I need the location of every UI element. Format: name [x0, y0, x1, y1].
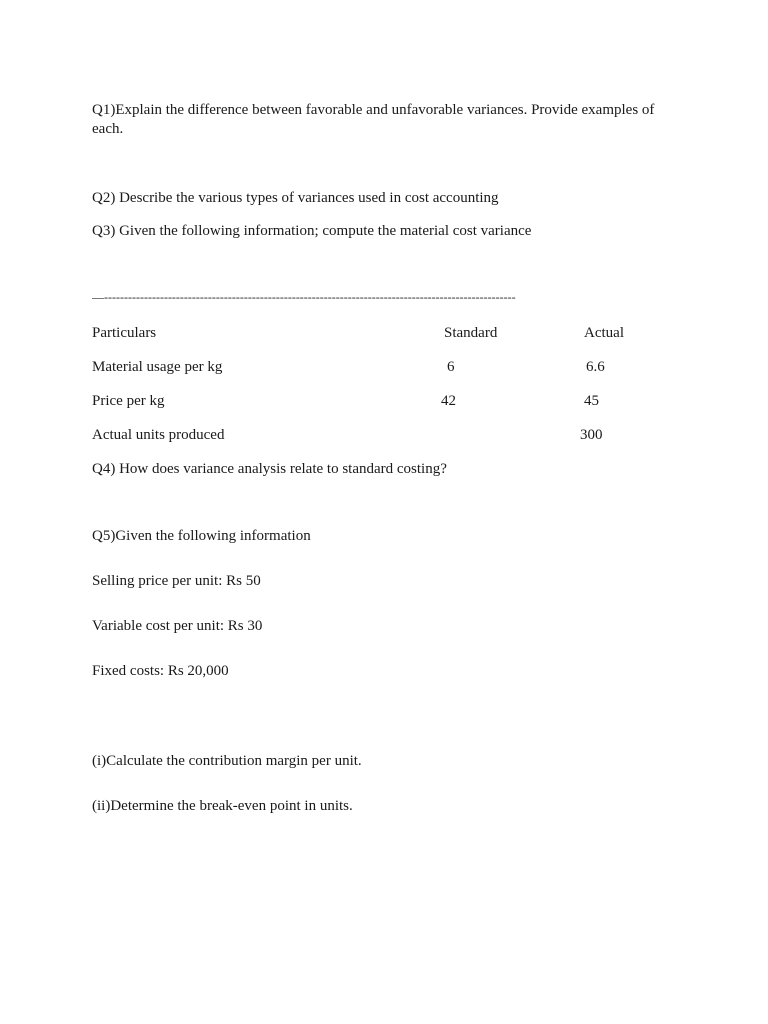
- question-1: Q1)Explain the difference between favorable and unfavorable variances. Provide examples of each.: [92, 102, 655, 137]
- table-header-standard: Standard: [444, 325, 498, 341]
- table-header-particulars: Particulars: [92, 325, 157, 341]
- question-5: Q5)Given the following information: [92, 528, 311, 544]
- part-i: (i)Calculate the contribution margin per unit.: [92, 753, 362, 769]
- divider-line: —-------------------------------------------------------------------------------------------------------: [92, 290, 516, 304]
- table-row-3-label: Actual units produced: [92, 427, 225, 443]
- table-header-actual: Actual: [584, 325, 624, 341]
- info-variable-cost: Variable cost per unit: Rs 30: [92, 618, 263, 634]
- part-ii: (ii)Determine the break-even point in units.: [92, 798, 353, 814]
- question-2: Q2) Describe the various types of variances used in cost accounting: [92, 190, 499, 206]
- table-row-1-label: Material usage per kg: [92, 359, 223, 375]
- table-row-1-actual: 6.6: [586, 359, 605, 375]
- table-row-2-actual: 45: [584, 393, 599, 409]
- table-row-2-label: Price per kg: [92, 393, 165, 409]
- question-3: Q3) Given the following information; compute the material cost variance: [92, 223, 532, 239]
- info-selling-price: Selling price per unit: Rs 50: [92, 573, 261, 589]
- table-row-1-standard: 6: [447, 359, 455, 375]
- question-4: Q4) How does variance analysis relate to standard costing?: [92, 461, 447, 477]
- table-row-2-standard: 42: [441, 393, 456, 409]
- table-row-3-actual: 300: [580, 427, 603, 443]
- info-fixed-costs: Fixed costs: Rs 20,000: [92, 663, 229, 679]
